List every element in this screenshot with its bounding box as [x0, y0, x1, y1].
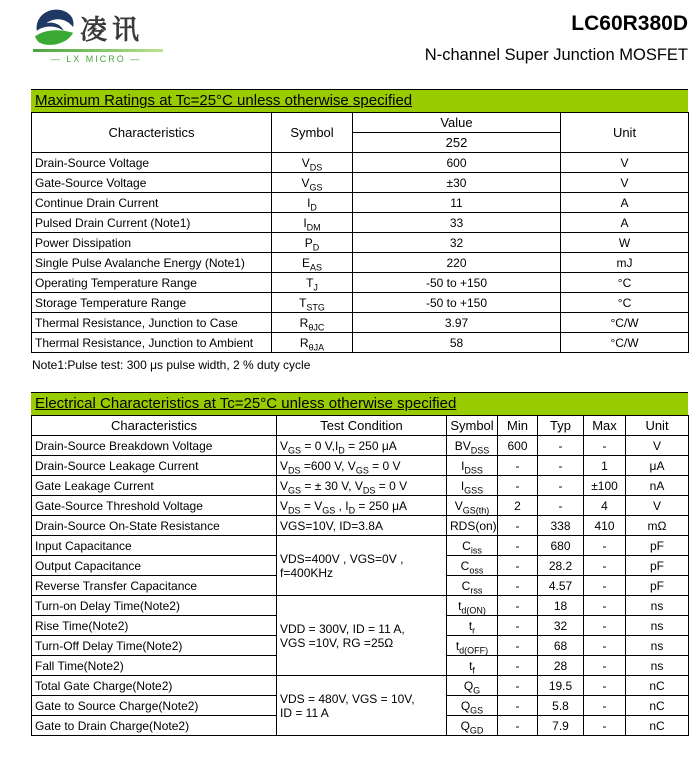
col-unit: Unit [626, 416, 689, 436]
cell-typ: - [538, 476, 584, 496]
cell-max: 410 [584, 516, 626, 536]
table-header-row [32, 113, 689, 133]
part-number: LC60R380D [571, 12, 688, 35]
cell-symbol: $C_{iss}$ [447, 536, 498, 556]
cell-min: - [498, 456, 538, 476]
table-row [32, 173, 689, 193]
cell-min: - [498, 696, 538, 716]
cell-characteristics: Thermal Resistance, Junction to Ambient [32, 333, 272, 353]
table-row [32, 496, 689, 516]
cell-typ: 680 [538, 536, 584, 556]
cell-min: - [498, 636, 538, 656]
cell-test-condition: VDS = 480V, VGS = 10V, ID = 11 A [277, 676, 447, 736]
col-min: Min [498, 416, 538, 436]
col-characteristics: Characteristics [32, 416, 277, 436]
cell-max: - [584, 716, 626, 736]
table-row [32, 476, 689, 496]
cell-typ: 7.9 [538, 716, 584, 736]
cell-unit: °C/W [561, 313, 689, 333]
cell-test-condition: $V_{DS} = V_{GS}$ , $I_D = 250$ μA [277, 496, 447, 516]
cell-min: - [498, 656, 538, 676]
cell-characteristics: Fall Time(Note2) [32, 656, 277, 676]
electrical-table [31, 415, 689, 736]
cell-characteristics: Power Dissipation [32, 233, 272, 253]
col-unit: Unit [561, 113, 689, 153]
cell-unit: °C/W [561, 333, 689, 353]
col-symbol: Symbol [447, 416, 498, 436]
cell-value: 3.97 [353, 313, 561, 333]
table-row [32, 253, 689, 273]
cell-unit: nC [626, 676, 689, 696]
cell-unit: °C [561, 293, 689, 313]
table-header-row [32, 416, 689, 436]
cell-characteristics: Drain-Source On-State Resistance [32, 516, 277, 536]
cell-typ: 5.8 [538, 696, 584, 716]
cell-characteristics: Pulsed Drain Current (Note1) [32, 213, 272, 233]
cell-typ: 4.57 [538, 576, 584, 596]
cell-symbol: $P_D$ [272, 233, 353, 253]
cell-symbol: $Q_G$ [447, 676, 498, 696]
cell-symbol: $C_{rss}$ [447, 576, 498, 596]
section-title-max-ratings: Maximum Ratings at Tc=25°C unless otherwise specified [31, 89, 688, 112]
cell-max: ±100 [584, 476, 626, 496]
cell-min: - [498, 576, 538, 596]
cell-symbol: $T_J$ [272, 273, 353, 293]
cell-max: - [584, 436, 626, 456]
cell-test-condition: $V_{GS} = 0$ $V,I_D = 250$ μA [277, 436, 447, 456]
cell-value: 58 [353, 333, 561, 353]
cell-typ: 28.2 [538, 556, 584, 576]
cell-unit: V [626, 436, 689, 456]
cell-symbol: $BV_{DSS}$ [447, 436, 498, 456]
cell-symbol: $T_{STG}$ [272, 293, 353, 313]
cell-characteristics: Rise Time(Note2) [32, 616, 277, 636]
cell-unit: nA [626, 476, 689, 496]
cell-unit: °C [561, 273, 689, 293]
cell-symbol: $E_{AS}$ [272, 253, 353, 273]
cell-min: - [498, 616, 538, 636]
cell-max: - [584, 636, 626, 656]
table-row [32, 293, 689, 313]
cell-characteristics: Drain-Source Voltage [32, 153, 272, 173]
cell-typ: 19.5 [538, 676, 584, 696]
cell-max: - [584, 656, 626, 676]
table-row [32, 436, 689, 456]
cell-symbol: $V_{DS}$ [272, 153, 353, 173]
col-value: Value [353, 113, 561, 133]
header [31, 6, 688, 84]
cell-max: - [584, 536, 626, 556]
cell-max: - [584, 576, 626, 596]
cell-characteristics: Operating Temperature Range [32, 273, 272, 293]
cell-typ: - [538, 436, 584, 456]
cell-characteristics: Turn-Off Delay Time(Note2) [32, 636, 277, 656]
cell-symbol: $I_{DSS}$ [447, 456, 498, 476]
cell-unit: ns [626, 616, 689, 636]
col-characteristics: Characteristics [32, 113, 272, 153]
cell-typ: 338 [538, 516, 584, 536]
logo-underline [33, 49, 163, 52]
cell-value: ±30 [353, 173, 561, 193]
cell-min: - [498, 476, 538, 496]
title-block [425, 6, 688, 65]
cell-characteristics: Gate-Source Voltage [32, 173, 272, 193]
cell-value: 600 [353, 153, 561, 173]
col-test-condition: Test Condition [277, 416, 447, 436]
cell-test-condition: VGS=10V, ID=3.8A [277, 516, 447, 536]
electrical-body [32, 436, 689, 736]
note1-text: Note1:Pulse test: 300 μs pulse width, 2 % duty cycle [32, 358, 311, 372]
table-row [32, 213, 689, 233]
cell-symbol: $t_f$ [447, 656, 498, 676]
cell-symbol: $V_{GS(th)}$ [447, 496, 498, 516]
col-value-variant: 252 [353, 133, 561, 153]
cell-min: - [498, 556, 538, 576]
cell-symbol: $t_{d(ON)}$ [447, 596, 498, 616]
col-max: Max [584, 416, 626, 436]
table-row [32, 596, 689, 616]
cell-test-condition: VDS=400V , VGS=0V , f=400KHz [277, 536, 447, 596]
logo-company-name: — LX MICRO — [50, 54, 142, 64]
logo-chinese-text: 凌讯 [80, 14, 144, 45]
cell-characteristics: Gate to Source Charge(Note2) [32, 696, 277, 716]
cell-symbol: $Q_{GD}$ [447, 716, 498, 736]
cell-test-condition: VDD = 300V, ID = 11 A, VGS =10V, RG =25Ω [277, 596, 447, 676]
cell-value: 33 [353, 213, 561, 233]
cell-value: 11 [353, 193, 561, 213]
cell-value: -50 to +150 [353, 273, 561, 293]
page-subtitle: N-channel Super Junction MOSFET [424, 46, 688, 65]
cell-max: - [584, 676, 626, 696]
col-symbol: Symbol [272, 113, 353, 153]
cell-min: - [498, 536, 538, 556]
cell-characteristics: Input Capacitance [32, 536, 277, 556]
cell-typ: 32 [538, 616, 584, 636]
cell-min: 2 [498, 496, 538, 516]
cell-symbol: $I_{GSS}$ [447, 476, 498, 496]
cell-characteristics: Turn-on Delay Time(Note2) [32, 596, 277, 616]
table-row [32, 676, 689, 696]
table-row [32, 536, 689, 556]
cell-symbol: $R_{\theta JC}$ [272, 313, 353, 333]
cell-unit: μA [626, 456, 689, 476]
table-row [32, 153, 689, 173]
cell-unit: ns [626, 656, 689, 676]
cell-symbol: $t_{d(OFF)}$ [447, 636, 498, 656]
cell-symbol: $t_r$ [447, 616, 498, 636]
cell-characteristics: Output Capacitance [32, 556, 277, 576]
cell-max: 1 [584, 456, 626, 476]
cell-symbol: $R_{\theta JA}$ [272, 333, 353, 353]
cell-value: 220 [353, 253, 561, 273]
cell-characteristics: Drain-Source Breakdown Voltage [32, 436, 277, 456]
cell-symbol: $V_{GS}$ [272, 173, 353, 193]
cell-min: 600 [498, 436, 538, 456]
cell-unit: V [561, 153, 689, 173]
cell-unit: W [561, 233, 689, 253]
cell-unit: nC [626, 696, 689, 716]
cell-unit: A [561, 193, 689, 213]
cell-unit: mΩ [626, 516, 689, 536]
cell-max: - [584, 616, 626, 636]
cell-unit: V [626, 496, 689, 516]
cell-typ: - [538, 456, 584, 476]
logo-icon [31, 6, 77, 48]
cell-typ: - [538, 496, 584, 516]
cell-min: - [498, 676, 538, 696]
cell-max: 4 [584, 496, 626, 516]
cell-characteristics: Thermal Resistance, Junction to Case [32, 313, 272, 333]
cell-characteristics: Single Pulse Avalanche Energy (Note1) [32, 253, 272, 273]
cell-unit: ns [626, 636, 689, 656]
cell-symbol: $I_D$ [272, 193, 353, 213]
cell-min: - [498, 596, 538, 616]
cell-unit: V [561, 173, 689, 193]
cell-typ: 18 [538, 596, 584, 616]
cell-unit: pF [626, 576, 689, 596]
cell-unit: ns [626, 596, 689, 616]
cell-characteristics: Total Gate Charge(Note2) [32, 676, 277, 696]
max-ratings-table [31, 112, 689, 353]
cell-symbol: $Q_{GS}$ [447, 696, 498, 716]
section-title-electrical: Electrical Characteristics at Tc=25°C unless otherwise specified [31, 392, 688, 415]
cell-characteristics: Gate to Drain Charge(Note2) [32, 716, 277, 736]
table-row [32, 193, 689, 213]
table-row [32, 233, 689, 253]
col-typ: Typ [538, 416, 584, 436]
cell-typ: 28 [538, 656, 584, 676]
cell-max: - [584, 556, 626, 576]
cell-min: - [498, 716, 538, 736]
cell-characteristics: Reverse Transfer Capacitance [32, 576, 277, 596]
cell-test-condition: $V_{GS}$ = ± 30 V, $V_{DS} = 0$ V [277, 476, 447, 496]
cell-unit: nC [626, 716, 689, 736]
cell-unit: mJ [561, 253, 689, 273]
cell-symbol: RDS(on) [447, 516, 498, 536]
cell-max: - [584, 596, 626, 616]
cell-characteristics: Continue Drain Current [32, 193, 272, 213]
table-row [32, 333, 689, 353]
cell-max: - [584, 696, 626, 716]
cell-symbol: $I_{DM}$ [272, 213, 353, 233]
cell-value: -50 to +150 [353, 293, 561, 313]
cell-value: 32 [353, 233, 561, 253]
cell-typ: 68 [538, 636, 584, 656]
cell-characteristics: Gate-Source Threshold Voltage [32, 496, 277, 516]
cell-unit: pF [626, 556, 689, 576]
table-row [32, 516, 689, 536]
cell-characteristics: Drain-Source Leakage Current [32, 456, 277, 476]
company-logo [31, 6, 163, 64]
table-row [32, 273, 689, 293]
cell-min: - [498, 516, 538, 536]
cell-characteristics: Storage Temperature Range [32, 293, 272, 313]
cell-test-condition: $V_{DS} =600$ V, $V_{GS} = 0$ V [277, 456, 447, 476]
max-ratings-body [32, 153, 689, 353]
table-row [32, 313, 689, 333]
cell-unit: pF [626, 536, 689, 556]
cell-symbol: $C_{oss}$ [447, 556, 498, 576]
cell-characteristics: Gate Leakage Current [32, 476, 277, 496]
table-row [32, 456, 689, 476]
cell-unit: A [561, 213, 689, 233]
